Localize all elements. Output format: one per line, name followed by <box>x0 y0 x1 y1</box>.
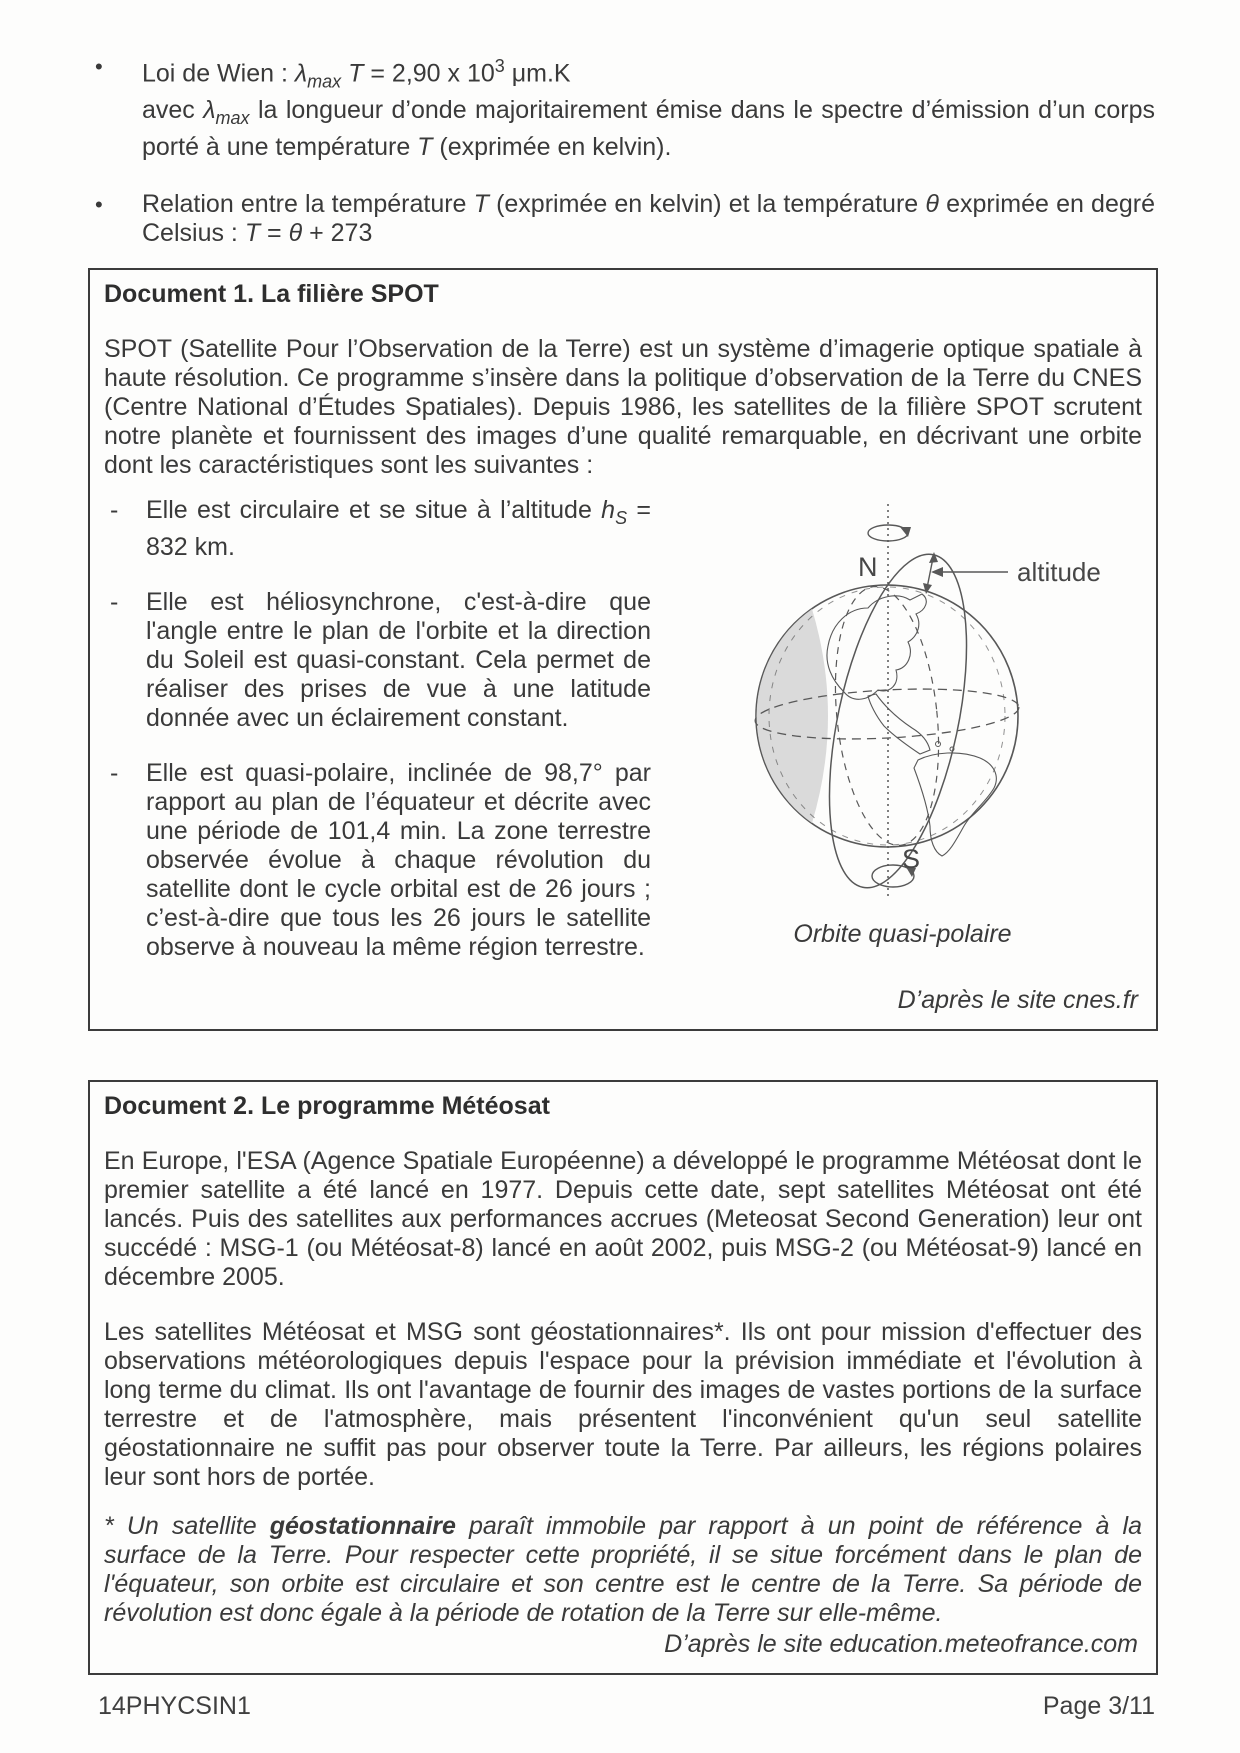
page-footer <box>98 1692 1155 1721</box>
earth-shadow-crescent-fill <box>756 609 827 823</box>
north-pole-label: N <box>857 552 877 582</box>
meteosat-history-paragraph: En Europe, l'ESA (Agence Spatiale Européenne) a développé le programme Météosat dont le premier satellite a été lancé en 1977. Depuis cette date, sept satellites Météosat ont été lancés. Puis des satellites aux performances accrues (Meteosat Second Generation) leur ont succédé : MSG-1 (ou Météosat-8) lancé en août 2002, puis MSG-2 (ou Météosat-9) lancé en décembre 2005. <box>104 1147 1142 1291</box>
altitude-label: altitude <box>1016 557 1101 587</box>
wien-law-text <box>142 52 1155 162</box>
list-item <box>93 190 1155 248</box>
south-pole-label: S <box>901 844 920 874</box>
orbit-heliosynchronous-text: Elle est héliosynchrone, c'est-à-dire que l'angle entre le plan de l'orbite et la direction du Soleil est quasi-constant. Cela permet de réaliser des prises de vue à une latitude donnée avec un éclairement constant. <box>146 588 651 732</box>
rotation-arrowhead-top <box>900 527 911 537</box>
orbit-figure-column <box>651 496 1142 962</box>
list-item <box>93 52 1155 162</box>
dash-bullet: - <box>110 759 119 787</box>
orbit-quasi-polar-text: Elle est quasi-polaire, inclinée de 98,7° par rapport au plan de l’équateur et décrite avec une période de 101,4 min. La zone terrestre observée évolue à chaque révolution du satellite dont le cycle orbital est de 26 jours ; c’est-à-dire que tous les 26 jours le satellite observe à nouveau la même région terrestre. <box>146 759 651 961</box>
figure-caption: Orbite quasi-polaire <box>793 920 1012 948</box>
page-number: Page 3/11 <box>1042 1692 1155 1720</box>
dash-bullet: - <box>110 588 119 616</box>
document-2-title: Document 2. Le programme Météosat <box>104 1092 550 1120</box>
meteosat-mission-paragraph: Les satellites Météosat et MSG sont géostationnaires*. Ils ont pour mission d'effectuer des observations météorologiques depuis l'espace pour la prévision immédiate et l'évolution à long terme du climat. Ils ont l'avantage de fournir des images de vastes portions de la surface terrestre et de l'atmosphère, mais présentent l'inconvénient qu'un seul satellite géostationnaire ne suffit pas pour observer toute la Terre. Par ailleurs, les régions polaires leur sont hors de portée. <box>104 1318 1142 1491</box>
dash-bullet: - <box>110 496 119 524</box>
document-2-source: D’après le site education.meteofrance.com <box>664 1630 1138 1658</box>
document-1-source: D’après le site cnes.fr <box>897 986 1138 1014</box>
exam-code: 14PHYCSIN1 <box>98 1692 251 1720</box>
geostationary-footnote: * Un satellite géostationnaire paraît immobile par rapport à un point de référence à la surface de la Terre. Pour respecter cette propriété, il se situe forcément dans le plan de l'équateur, son orbite est circulaire et son centre est le centre de la Terre. Sa période de révolution est donc égale à la période de rotation de la Terre sur elle-même. <box>104 1512 1142 1627</box>
document-1-intro-paragraph: SPOT (Satellite Pour l’Observation de la Terre) est un système d’imagerie optique spatiale à haute résolution. Ce programme s’insère dans la politique d’observation de la Terre du CNES (Centre National d’Études Spatiales). Depuis 1986, les satellites de la filière SPOT scrutent notre planète et fournissent des images d’une qualité remarquable, en décrivant une orbite dont les caractéristiques sont les suivantes : <box>104 335 1142 479</box>
list-item <box>104 588 651 733</box>
wien-law-description: avec $\lambda_{max}$ la longueur d’onde majoritairement émise dans le spectre d’émission d’un corps porté à une température T (exprimée en kelvin). <box>142 96 1155 162</box>
document-1-columns <box>104 496 1142 962</box>
wien-law-formula: Loi de Wien : $\lambda_{max}$ T = 2,90 x $10^3$ μm.K <box>142 56 571 92</box>
orbit-altitude-text: Elle est circulaire et se situe à l’altitude $h_S = 832$ km. <box>146 496 651 561</box>
bullet-icon: • <box>95 192 103 218</box>
earth-shadow-crescent <box>856 609 900 823</box>
north-america-outline <box>826 594 925 699</box>
bullet-icon: • <box>95 54 103 79</box>
orbit-characteristics-list <box>104 496 651 962</box>
document-1-title: Document 1. La filière SPOT <box>104 280 439 308</box>
meridian-ellipse-inner <box>823 581 950 850</box>
document-2-box <box>88 1080 1158 1675</box>
list-item <box>104 496 651 562</box>
formula-bullet-list <box>93 52 1155 248</box>
altitude-label-arrowhead <box>931 567 943 577</box>
list-item <box>104 759 651 962</box>
central-america-outline <box>868 694 930 754</box>
temperature-relation-text: Relation entre la température T (exprimée en kelvin) et la température θ exprimée en degré Celsius : T = θ + 273 <box>142 190 1155 248</box>
document-1-box <box>88 268 1158 1031</box>
quasi-polar-orbit-diagram <box>668 496 1138 906</box>
